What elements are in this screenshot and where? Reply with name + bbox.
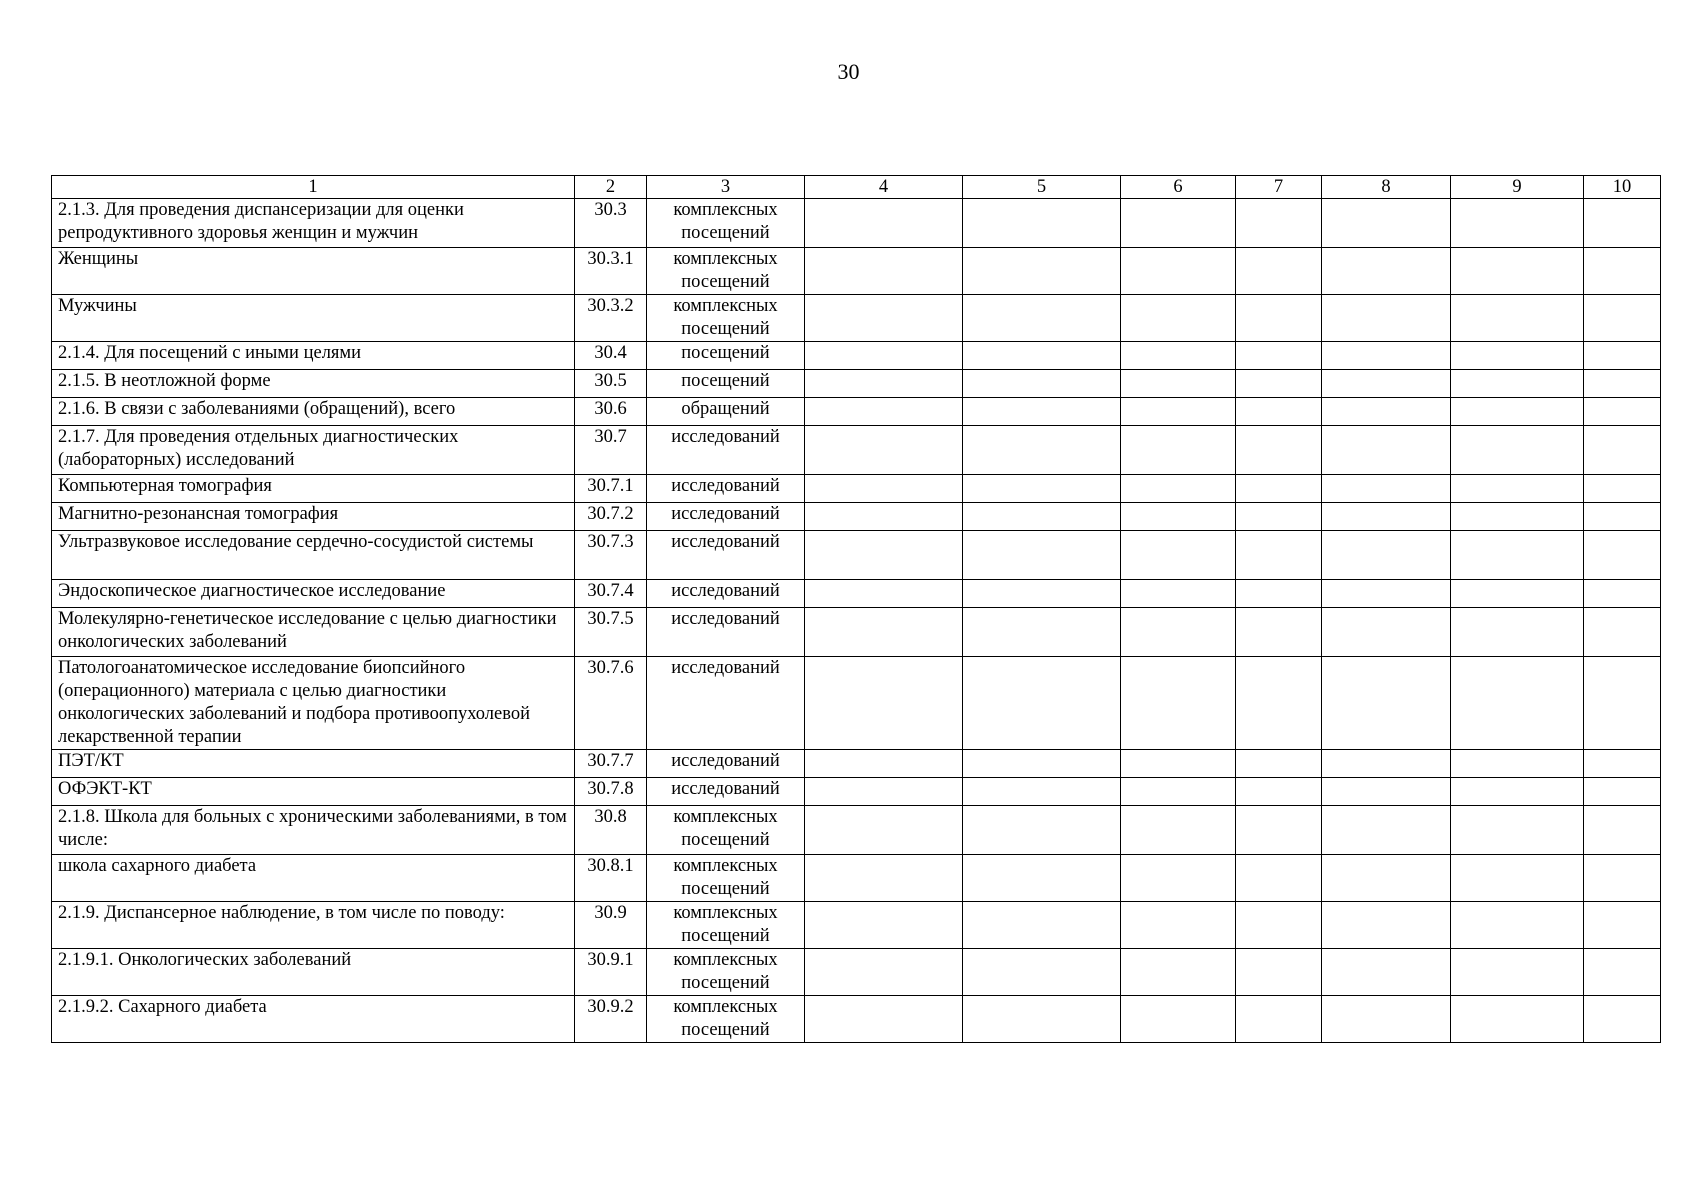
row-unit: исследований: [647, 475, 805, 503]
column-header: 8: [1322, 176, 1451, 199]
value-cell: [1584, 855, 1661, 902]
value-cell: [1236, 806, 1322, 855]
row-code: 30.3.1: [575, 248, 647, 295]
row-name: 2.1.5. В неотложной форме: [52, 370, 575, 398]
value-cell: [1236, 580, 1322, 608]
value-cell: [1584, 806, 1661, 855]
value-cell: [1236, 778, 1322, 806]
row-code: 30.7: [575, 426, 647, 475]
value-cell: [1584, 949, 1661, 996]
value-cell: [1584, 902, 1661, 949]
value-cell: [963, 855, 1121, 902]
value-cell: [1584, 608, 1661, 657]
value-cell: [1451, 475, 1584, 503]
row-name: 2.1.3. Для проведения диспансеризации для оценки репродуктивного здоровья женщин и мужчин: [52, 199, 575, 248]
table-row: [52, 370, 1661, 398]
row-code: 30.8.1: [575, 855, 647, 902]
row-name: Компьютерная томография: [52, 475, 575, 503]
value-cell: [1451, 370, 1584, 398]
row-name: школа сахарного диабета: [52, 855, 575, 902]
value-cell: [1236, 398, 1322, 426]
value-cell: [963, 503, 1121, 531]
value-cell: [1451, 996, 1584, 1043]
row-name: Эндоскопическое диагностическое исследование: [52, 580, 575, 608]
row-unit: комплексных посещений: [647, 949, 805, 996]
value-cell: [805, 342, 963, 370]
column-header: 10: [1584, 176, 1661, 199]
value-cell: [1584, 295, 1661, 342]
table-row: [52, 608, 1661, 657]
value-cell: [1121, 580, 1236, 608]
table-row: [52, 902, 1661, 949]
row-code: 30.7.7: [575, 750, 647, 778]
page-number: 30: [837, 59, 860, 84]
value-cell: [1322, 248, 1451, 295]
row-unit: комплексных посещений: [647, 855, 805, 902]
column-header: 1: [52, 176, 575, 199]
value-cell: [1236, 902, 1322, 949]
value-cell: [1322, 199, 1451, 248]
row-name: 2.1.8. Школа для больных с хроническими заболеваниями, в том числе:: [52, 806, 575, 855]
row-code: 30.9.2: [575, 996, 647, 1043]
value-cell: [1584, 342, 1661, 370]
value-cell: [1451, 398, 1584, 426]
row-code: 30.7.2: [575, 503, 647, 531]
value-cell: [1451, 750, 1584, 778]
report-table: [51, 175, 1661, 1043]
value-cell: [1121, 398, 1236, 426]
value-cell: [1584, 657, 1661, 750]
value-cell: [1322, 580, 1451, 608]
row-name: 2.1.6. В связи с заболеваниями (обращений), всего: [52, 398, 575, 426]
row-unit: комплексных посещений: [647, 902, 805, 949]
row-unit: комплексных посещений: [647, 199, 805, 248]
value-cell: [963, 398, 1121, 426]
value-cell: [805, 475, 963, 503]
value-cell: [1236, 750, 1322, 778]
table-row: [52, 295, 1661, 342]
row-name: Магнитно-резонансная томография: [52, 503, 575, 531]
table-row: [52, 580, 1661, 608]
value-cell: [805, 426, 963, 475]
row-code: 30.4: [575, 342, 647, 370]
row-code: 30.7.1: [575, 475, 647, 503]
value-cell: [1322, 503, 1451, 531]
value-cell: [963, 295, 1121, 342]
row-code: 30.8: [575, 806, 647, 855]
value-cell: [1451, 342, 1584, 370]
row-name: Патологоанатомическое исследование биопсийного (операционного) материала с целью диагностики онкологических заболеваний и подбора противоопухолевой лекарственной терапии: [52, 657, 575, 750]
row-unit: исследований: [647, 531, 805, 580]
value-cell: [963, 248, 1121, 295]
value-cell: [1121, 426, 1236, 475]
table-row: [52, 398, 1661, 426]
row-unit: комплексных посещений: [647, 806, 805, 855]
value-cell: [1121, 778, 1236, 806]
value-cell: [963, 426, 1121, 475]
row-name: 2.1.7. Для проведения отдельных диагностических (лабораторных) исследований: [52, 426, 575, 475]
value-cell: [805, 199, 963, 248]
table-row: [52, 806, 1661, 855]
value-cell: [1236, 531, 1322, 580]
row-code: 30.9: [575, 902, 647, 949]
value-cell: [1322, 295, 1451, 342]
value-cell: [1451, 855, 1584, 902]
row-code: 30.7.5: [575, 608, 647, 657]
value-cell: [963, 608, 1121, 657]
value-cell: [963, 199, 1121, 248]
value-cell: [805, 295, 963, 342]
value-cell: [963, 370, 1121, 398]
table-row: [52, 426, 1661, 475]
value-cell: [1121, 342, 1236, 370]
row-code: 30.7.8: [575, 778, 647, 806]
column-header: 2: [575, 176, 647, 199]
value-cell: [1236, 475, 1322, 503]
value-cell: [1584, 531, 1661, 580]
value-cell: [963, 996, 1121, 1043]
row-unit: посещений: [647, 370, 805, 398]
row-name: ПЭТ/КТ: [52, 750, 575, 778]
value-cell: [805, 398, 963, 426]
value-cell: [1121, 750, 1236, 778]
value-cell: [1121, 657, 1236, 750]
value-cell: [1322, 750, 1451, 778]
row-unit: комплексных посещений: [647, 996, 805, 1043]
row-code: 30.9.1: [575, 949, 647, 996]
value-cell: [805, 580, 963, 608]
row-unit: исследований: [647, 750, 805, 778]
row-unit: комплексных посещений: [647, 248, 805, 295]
value-cell: [1584, 778, 1661, 806]
value-cell: [1451, 778, 1584, 806]
value-cell: [1322, 531, 1451, 580]
value-cell: [1451, 295, 1584, 342]
column-header: 9: [1451, 176, 1584, 199]
row-code: 30.3: [575, 199, 647, 248]
table-row: [52, 199, 1661, 248]
row-name: Ультразвуковое исследование сердечно-сосудистой системы: [52, 531, 575, 580]
value-cell: [1584, 398, 1661, 426]
value-cell: [963, 949, 1121, 996]
value-cell: [963, 806, 1121, 855]
value-cell: [1584, 996, 1661, 1043]
value-cell: [1584, 248, 1661, 295]
row-name: Молекулярно-генетическое исследование с целью диагностики онкологических заболеваний: [52, 608, 575, 657]
table-row: [52, 949, 1661, 996]
value-cell: [805, 750, 963, 778]
value-cell: [1121, 902, 1236, 949]
row-name: 2.1.9.1. Онкологических заболеваний: [52, 949, 575, 996]
value-cell: [1584, 370, 1661, 398]
value-cell: [805, 657, 963, 750]
table-row: [52, 531, 1661, 580]
value-cell: [1121, 996, 1236, 1043]
row-code: 30.7.6: [575, 657, 647, 750]
value-cell: [1451, 580, 1584, 608]
value-cell: [1584, 580, 1661, 608]
value-cell: [963, 750, 1121, 778]
value-cell: [805, 902, 963, 949]
column-header: 4: [805, 176, 963, 199]
value-cell: [1236, 370, 1322, 398]
value-cell: [1236, 426, 1322, 475]
row-unit: обращений: [647, 398, 805, 426]
row-code: 30.3.2: [575, 295, 647, 342]
value-cell: [1236, 342, 1322, 370]
value-cell: [1451, 949, 1584, 996]
row-name: 2.1.9. Диспансерное наблюдение, в том числе по поводу:: [52, 902, 575, 949]
table-row: [52, 855, 1661, 902]
value-cell: [1236, 199, 1322, 248]
value-cell: [963, 902, 1121, 949]
value-cell: [1322, 855, 1451, 902]
row-code: 30.7.4: [575, 580, 647, 608]
value-cell: [1584, 750, 1661, 778]
value-cell: [963, 531, 1121, 580]
column-number-row: [52, 176, 1661, 199]
value-cell: [1236, 855, 1322, 902]
value-cell: [1121, 806, 1236, 855]
value-cell: [1236, 503, 1322, 531]
value-cell: [805, 806, 963, 855]
value-cell: [1322, 778, 1451, 806]
value-cell: [1451, 902, 1584, 949]
column-header: 3: [647, 176, 805, 199]
value-cell: [1322, 342, 1451, 370]
column-header: 7: [1236, 176, 1322, 199]
table-body: [52, 199, 1661, 1043]
value-cell: [805, 778, 963, 806]
row-unit: посещений: [647, 342, 805, 370]
value-cell: [1236, 657, 1322, 750]
value-cell: [1322, 806, 1451, 855]
value-cell: [1236, 996, 1322, 1043]
value-cell: [1322, 475, 1451, 503]
value-cell: [805, 949, 963, 996]
value-cell: [1121, 370, 1236, 398]
value-cell: [1584, 503, 1661, 531]
row-name: ОФЭКТ-КТ: [52, 778, 575, 806]
value-cell: [805, 531, 963, 580]
row-unit: исследований: [647, 608, 805, 657]
value-cell: [805, 503, 963, 531]
value-cell: [805, 370, 963, 398]
value-cell: [1121, 248, 1236, 295]
value-cell: [1121, 949, 1236, 996]
value-cell: [1584, 426, 1661, 475]
value-cell: [805, 248, 963, 295]
value-cell: [963, 475, 1121, 503]
value-cell: [1121, 199, 1236, 248]
row-name: Мужчины: [52, 295, 575, 342]
value-cell: [1236, 295, 1322, 342]
table-row: [52, 778, 1661, 806]
column-header: 5: [963, 176, 1121, 199]
value-cell: [1121, 855, 1236, 902]
row-name: 2.1.4. Для посещений с иными целями: [52, 342, 575, 370]
row-name: 2.1.9.2. Сахарного диабета: [52, 996, 575, 1043]
value-cell: [1121, 503, 1236, 531]
value-cell: [805, 608, 963, 657]
value-cell: [1451, 248, 1584, 295]
value-cell: [1322, 398, 1451, 426]
value-cell: [1451, 657, 1584, 750]
value-cell: [963, 342, 1121, 370]
row-code: 30.7.3: [575, 531, 647, 580]
value-cell: [1121, 531, 1236, 580]
value-cell: [963, 580, 1121, 608]
value-cell: [1451, 503, 1584, 531]
row-unit: исследований: [647, 657, 805, 750]
table-row: [52, 475, 1661, 503]
value-cell: [1322, 949, 1451, 996]
value-cell: [1121, 608, 1236, 657]
value-cell: [1322, 426, 1451, 475]
value-cell: [1236, 949, 1322, 996]
value-cell: [1322, 608, 1451, 657]
value-cell: [1584, 199, 1661, 248]
table-row: [52, 503, 1661, 531]
row-unit: исследований: [647, 426, 805, 475]
value-cell: [1322, 902, 1451, 949]
row-unit: комплексных посещений: [647, 295, 805, 342]
value-cell: [1322, 370, 1451, 398]
value-cell: [963, 778, 1121, 806]
value-cell: [1451, 199, 1584, 248]
row-unit: исследований: [647, 778, 805, 806]
value-cell: [1121, 475, 1236, 503]
value-cell: [1322, 996, 1451, 1043]
value-cell: [1451, 608, 1584, 657]
value-cell: [1121, 295, 1236, 342]
table-row: [52, 996, 1661, 1043]
table-row: [52, 657, 1661, 750]
value-cell: [1451, 531, 1584, 580]
value-cell: [1236, 248, 1322, 295]
value-cell: [963, 657, 1121, 750]
value-cell: [1584, 475, 1661, 503]
value-cell: [1322, 657, 1451, 750]
row-unit: исследований: [647, 580, 805, 608]
row-name: Женщины: [52, 248, 575, 295]
value-cell: [805, 855, 963, 902]
value-cell: [1451, 806, 1584, 855]
table-row: [52, 248, 1661, 295]
value-cell: [805, 996, 963, 1043]
row-code: 30.6: [575, 398, 647, 426]
value-cell: [1236, 608, 1322, 657]
value-cell: [1451, 426, 1584, 475]
table-row: [52, 750, 1661, 778]
table-row: [52, 342, 1661, 370]
row-code: 30.5: [575, 370, 647, 398]
column-header: 6: [1121, 176, 1236, 199]
row-unit: исследований: [647, 503, 805, 531]
